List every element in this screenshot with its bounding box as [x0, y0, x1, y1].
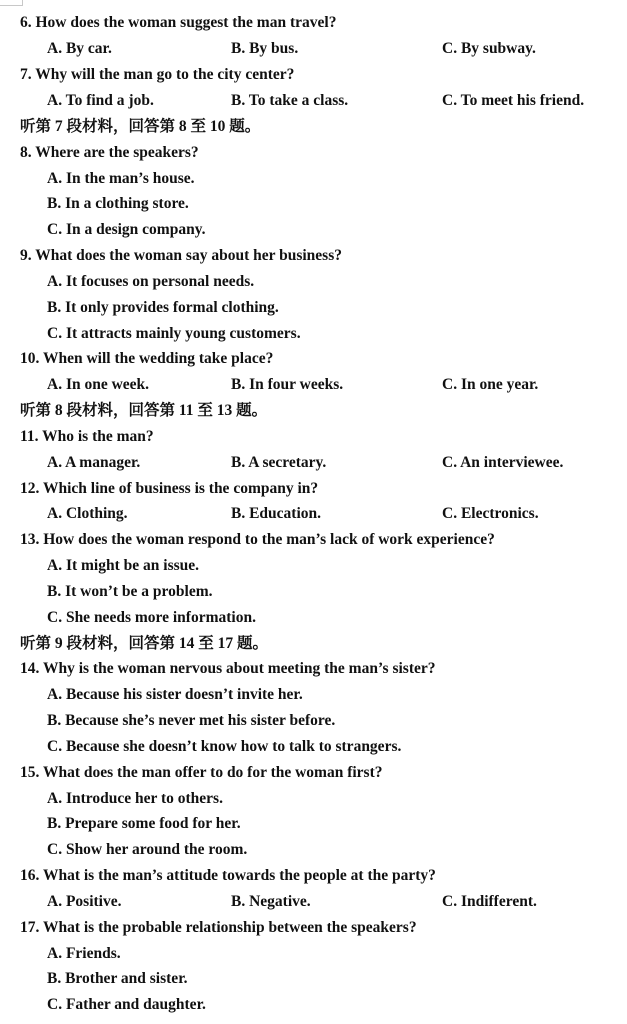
question-11-stem: 11. Who is the man?: [20, 428, 154, 445]
question-6-option-a[interactable]: A. By car.: [47, 40, 112, 57]
question-12-options: [0, 503, 627, 525]
question-10-option-a[interactable]: A. In one week.: [47, 376, 150, 393]
question-17-option-c[interactable]: C. Father and daughter.: [47, 996, 206, 1013]
question-12-option-a[interactable]: A. Clothing.: [47, 505, 128, 522]
question-14-option-a[interactable]: A. Because his sister doesn’t invite her.: [47, 686, 303, 703]
question-16-option-c[interactable]: C. Indifferent.: [442, 893, 537, 910]
question-11-options: [0, 452, 627, 474]
question-13-option-c[interactable]: C. She needs more information.: [47, 609, 256, 626]
question-13-stem: 13. How does the woman respond to the man’s lack of work experience?: [20, 531, 495, 548]
question-7-stem: 7. Why will the man go to the city center?: [20, 66, 295, 83]
question-9-option-b[interactable]: B. It only provides formal clothing.: [47, 299, 279, 316]
question-16-option-a[interactable]: A. Positive.: [47, 893, 122, 910]
question-7-option-c[interactable]: C. To meet his friend.: [442, 92, 585, 109]
question-6-option-c[interactable]: C. By subway.: [442, 40, 536, 57]
question-10-stem: 10. When will the wedding take place?: [20, 350, 274, 367]
page-corner-mark: [0, 0, 23, 6]
question-8-option-a[interactable]: A. In the man’s house.: [47, 170, 195, 187]
question-15-stem: 15. What does the man offer to do for the woman first?: [20, 764, 383, 781]
question-14-option-b[interactable]: B. Because she’s never met his sister before.: [47, 712, 336, 729]
question-15-option-b[interactable]: B. Prepare some food for her.: [47, 815, 241, 832]
question-14-stem: 14. Why is the woman nervous about meeting the man’s sister?: [20, 660, 436, 677]
question-10-option-b[interactable]: B. In four weeks.: [231, 376, 344, 393]
question-16-option-b[interactable]: B. Negative.: [231, 893, 311, 910]
question-6-stem: 6. How does the woman suggest the man travel?: [20, 14, 337, 31]
question-9-option-c[interactable]: C. It attracts mainly young customers.: [47, 325, 301, 342]
question-8-option-c[interactable]: C. In a design company.: [47, 221, 206, 238]
question-12-option-b[interactable]: B. Education.: [231, 505, 322, 522]
question-7-options: [0, 90, 627, 112]
question-12-option-c[interactable]: C. Electronics.: [442, 505, 539, 522]
question-11-option-b[interactable]: B. A secretary.: [231, 454, 327, 471]
question-11-option-c[interactable]: C. An interviewee.: [442, 454, 564, 471]
question-8-stem: 8. Where are the speakers?: [20, 144, 199, 161]
question-15-option-c[interactable]: C. Show her around the room.: [47, 841, 248, 858]
question-6-options: [0, 38, 627, 60]
question-10-options: [0, 374, 627, 396]
question-9-stem: 9. What does the woman say about her business?: [20, 247, 342, 264]
section-header-9: 听第 9 段材料，回答第 14 至 17 题。: [20, 635, 269, 652]
question-8-option-b[interactable]: B. In a clothing store.: [47, 195, 189, 212]
section-header-7: 听第 7 段材料，回答第 8 至 10 题。: [20, 118, 261, 135]
question-6-option-b[interactable]: B. By bus.: [231, 40, 299, 57]
question-16-options: [0, 891, 627, 913]
question-17-stem: 17. What is the probable relationship between the speakers?: [20, 919, 417, 936]
question-14-option-c[interactable]: C. Because she doesn’t know how to talk to strangers.: [47, 738, 402, 755]
question-10-option-c[interactable]: C. In one year.: [442, 376, 539, 393]
question-17-option-b[interactable]: B. Brother and sister.: [47, 970, 188, 987]
section-header-8: 听第 8 段材料，回答第 11 至 13 题。: [20, 402, 268, 419]
question-13-option-a[interactable]: A. It might be an issue.: [47, 557, 200, 574]
question-15-option-a[interactable]: A. Introduce her to others.: [47, 790, 223, 807]
question-11-option-a[interactable]: A. A manager.: [47, 454, 141, 471]
question-16-stem: 16. What is the man’s attitude towards the people at the party?: [20, 867, 436, 884]
question-7-option-a[interactable]: A. To find a job.: [47, 92, 154, 109]
question-13-option-b[interactable]: B. It won’t be a problem.: [47, 583, 213, 600]
question-7-option-b[interactable]: B. To take a class.: [231, 92, 349, 109]
question-12-stem: 12. Which line of business is the company in?: [20, 480, 319, 497]
question-17-option-a[interactable]: A. Friends.: [47, 945, 121, 962]
question-9-option-a[interactable]: A. It focuses on personal needs.: [47, 273, 255, 290]
